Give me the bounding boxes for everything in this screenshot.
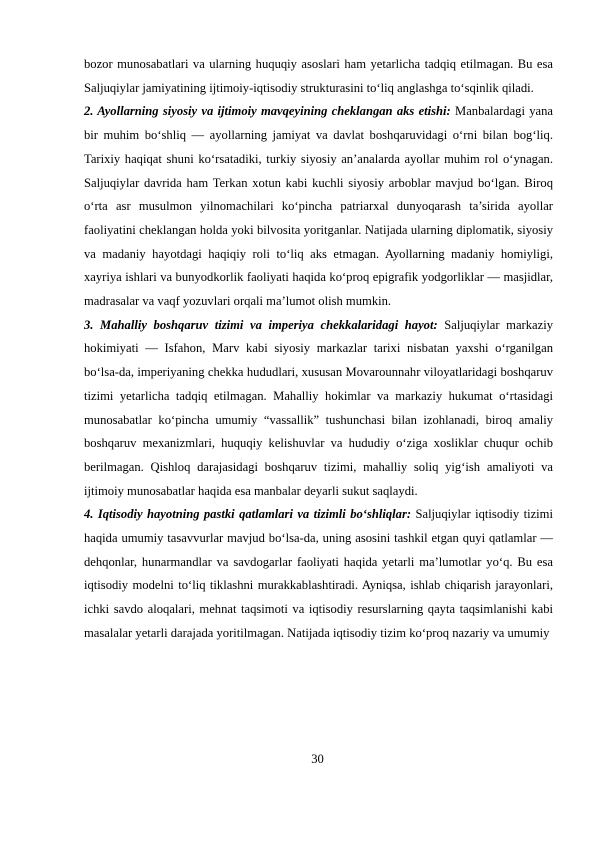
- paragraph-1: [84, 53, 553, 100]
- paragraph-1-text: bozor munosabatlari va ularning huquqiy asoslari ham yetarlicha tadqiq etilmagan. Bu esa Saljuqiylar jamiyatining ijtimoiy-iqtisodiy strukturasini to‘liq anglashga to‘sqinlik qiladi.: [84, 57, 553, 95]
- paragraph-2: [84, 100, 553, 313]
- paragraph-3: [84, 314, 553, 504]
- paragraph-2-text: Manbalardagi yana bir muhim bo‘shliq — ayollarning jamiyat va davlat boshqaruvidagi o‘rni bilan bog‘liq. Tarixiy haqiqat shuni ko‘rsatadiki, turkiy siyosiy an’analarda ayollar muhim rol o‘ynagan. Saljuqiylar davrida ham Terkan xotun kabi kuchli siyosiy arboblar mavjud bo‘lgan. Biroq o‘rta asr musulmon yilnomachilari ko‘pincha patriarxal dunyoqarash ta’sirida ayollar faoliyatini cheklangan holda yoki bilvosita yoritganlar. Natijada ularning diplomatik, siyosiy va madaniy hayotdagi haqiqiy roli to‘liq aks etmagan. Ayollarning madaniy homiyligi, xayriya ishlari va bunyodkorlik faoliyati haqida ko‘proq epigrafik yodgorliklar — masjidlar, madrasalar va vaqf yozuvlari orqali ma’lumot olish mumkin.: [84, 104, 553, 309]
- paragraph-4: [84, 503, 553, 645]
- document-page: [84, 53, 553, 646]
- paragraph-4-text: Saljuqiylar iqtisodiy tizimi haqida umumiy tasavvurlar mavjud bo‘lsa-da, uning asosini tashkil etgan quyi qatlamlar — dehqonlar, hunarmandlar va savdogarlar faoliyati haqida yetarli ma’lumotlar yo‘q. Bu esa iqtisodiy modelni to‘liq tiklashni murakkablashtiradi. Ayniqsa, ishlab chiqarish jarayonlari, ichki savdo aloqalari, mehnat taqsimoti va iqtisodiy resurslarning qayta taqsimlanishi kabi masalalar yetarli darajada yoritilmagan. Natijada iqtisodiy tizim ko‘proq nazariy va umumiy: [84, 507, 553, 640]
- page-number: 30: [311, 752, 324, 766]
- paragraph-3-heading: 3. Mahalliy boshqaruv tizimi va imperiya chekkalaridagi hayot:: [84, 317, 438, 332]
- paragraph-4-heading: 4. Iqtisodiy hayotning pastki qatlamlari va tizimli bo‘shliqlar:: [84, 507, 412, 522]
- paragraph-3-text: Saljuqiylar markaziy hokimiyati — Isfahon, Marv kabi siyosiy markazlar tarixi nisbatan yaxshi o‘rganilgan bo‘lsa-da, imperiyaning chekka hududlari, xususan Movarounnahr viloyatlaridagi boshqaruv tizimi yetarlicha tadqiq etilmagan. Mahalliy hokimlar va markaziy hukumat o‘rtasidagi munosabatlar ko‘pincha umumiy “vassallik” tushunchasi bilan izohlanadi, biroq amaliy boshqaruv mexanizmlari, huquqiy kelishuvlar va hududiy o‘ziga xosliklar chuqur ochib berilmagan. Qishloq darajasidagi boshqaruv tizimi, mahalliy soliq yig‘ish amaliyoti va ijtimoiy munosabatlar haqida esa manbalar deyarli sukut saqlaydi.: [84, 317, 553, 498]
- paragraph-2-heading: 2. Ayollarning siyosiy va ijtimoiy mavqeyining cheklangan aks etishi:: [84, 104, 451, 119]
